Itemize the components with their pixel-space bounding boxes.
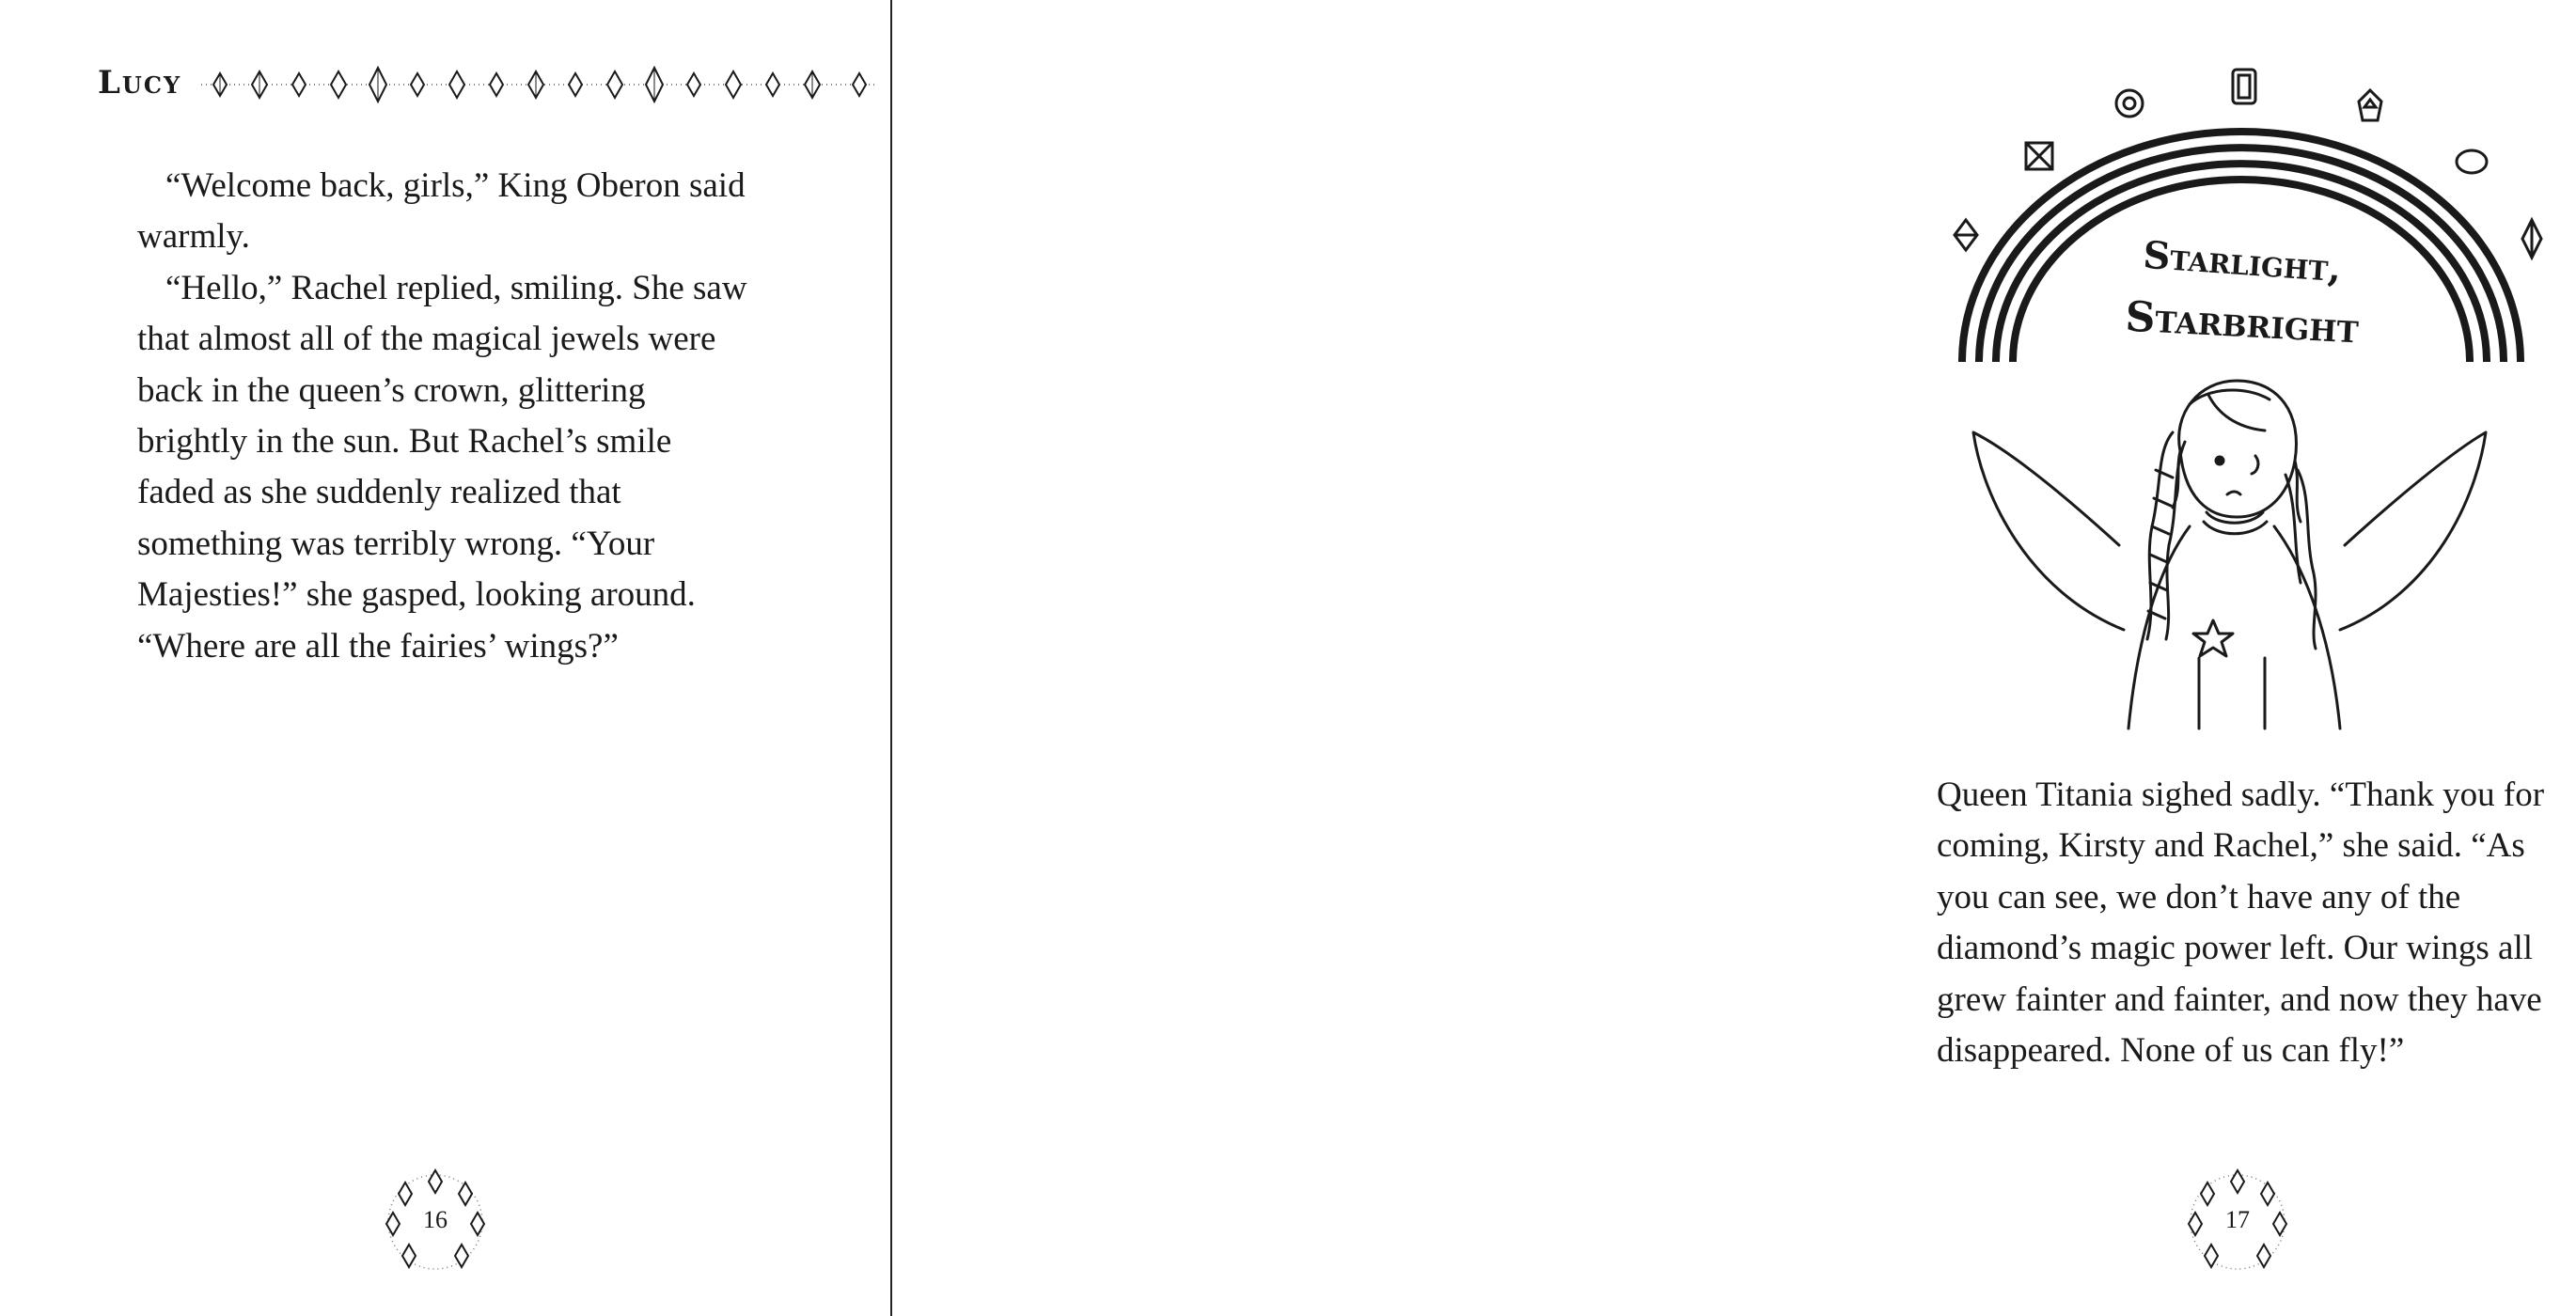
jewel-border-icon <box>201 62 878 107</box>
running-head <box>98 62 793 109</box>
chapter-title-line1: Starlight, <box>2142 232 2343 291</box>
running-head-title: Lucy <box>98 64 182 102</box>
left-body-text <box>137 161 748 672</box>
paragraph: “Welcome back, girls,” King Oberon said warmly. <box>137 166 746 257</box>
paragraph: “Hello,” Rachel replied, smiling. She saw that almost all of the magical jewels were back in the queen’s crown, glittering brightly in the sun. But Rachel’s smile faded as she suddenly realized that something was terribly wrong. “Your Majesties!” she gasped, looking around. “Where are all the fairies’ wings?” <box>137 268 747 666</box>
page-number: 16 <box>423 1206 448 1233</box>
page-number: 17 <box>2225 1206 2250 1233</box>
chapter-title-line2: Starbright <box>2124 292 2361 353</box>
page-number-ornament <box>379 1166 492 1278</box>
chapter-illustration <box>1926 56 2556 733</box>
fairy-illustration <box>1973 381 2486 728</box>
left-page <box>0 0 890 1316</box>
right-body-text <box>1937 770 2576 1076</box>
paragraph: Queen Titania sighed sadly. “Thank you for coming, Kirsty and Rachel,” she said. “As you can see, we don’t have any of the diamond’s magic power left. Our wings all grew fainter and fainter, and now they have disappeared. None of us can fly!” <box>1937 776 2545 1071</box>
page-number-ornament <box>2181 1166 2294 1278</box>
right-page <box>892 0 2545 1316</box>
